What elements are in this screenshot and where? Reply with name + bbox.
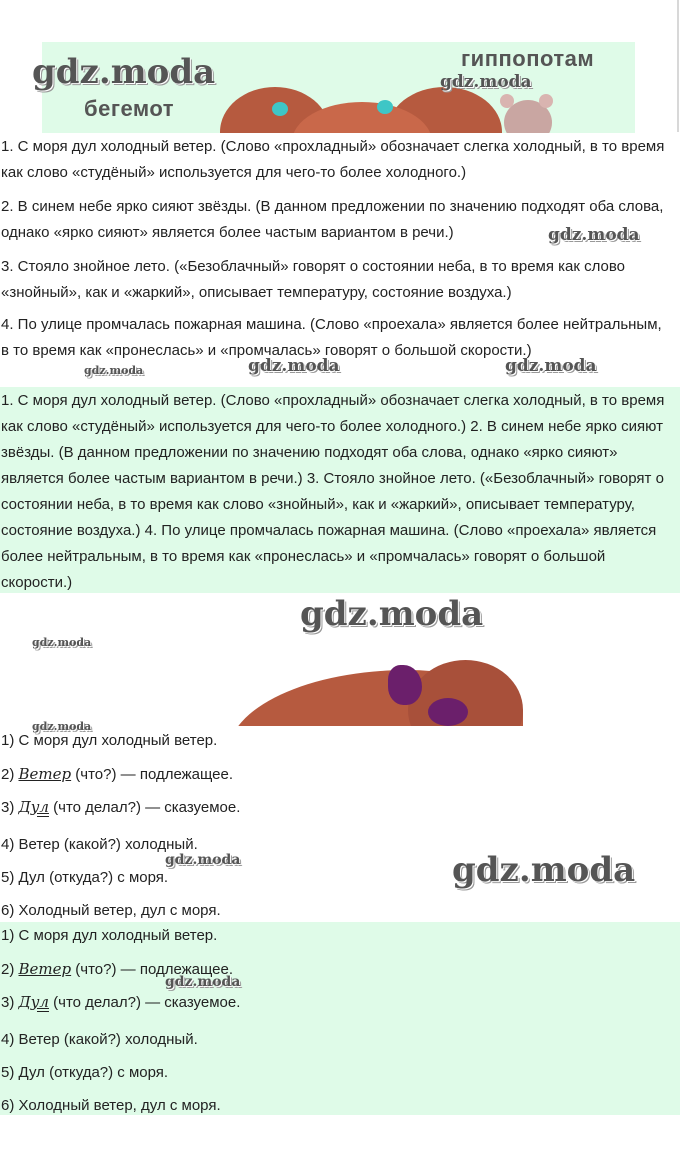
watermark: gdz.moda	[248, 356, 340, 376]
hair-illustration	[228, 660, 523, 726]
watermark: gdz.moda	[548, 225, 640, 245]
watermark: gdz.moda	[32, 720, 92, 733]
watermark: gdz.moda	[452, 850, 636, 890]
predicate-word: Дул	[18, 993, 49, 1011]
watermark: gdz.moda	[505, 356, 597, 376]
banner-word-top: гиппопотам	[461, 46, 595, 71]
answer-paragraph-3: 3. Стояло знойное лето. («Безоблачный» говорят о состоянии неба, в то время как слово «знойный», как и «жаркий», описывает температуру, состояние воздуха.)	[1, 258, 626, 301]
watermark: gdz.moda	[440, 72, 532, 92]
watermark: gdz.moda	[165, 852, 241, 868]
answer-paragraph-1: 1. С моря дул холодный ветер. (Слово «прохладный» обозначает слегка холодный, в то время как слово «студёный» используется для чего-то более холодного.)	[1, 138, 665, 181]
watermark: gdz.moda	[300, 594, 484, 634]
answer-combined-text: 1. С моря дул холодный ветер. (Слово «прохладный» обозначает слегка холодный, в то время как слово «студёный» используется для чего-то более холодного.) 2. В синем небе ярко сияют звёзды. (В данном предложении по значению подходят оба слова, однако «ярко сияют» является более частым вариантом в речи.) 3. Стояло знойное лето. («Безоблачный» говорят о состоянии неба, в то время как слово «знойный», как и «жаркий», описывает температуру, состояние воздуха.) 4. По улице промчалась пожарная машина. (Слово «проехала» является более нейтральным, в то время как «пронеслась» и «промчалась» говорят о большой скорости.)	[1, 392, 665, 591]
watermark: gdz.moda	[32, 52, 216, 92]
answer-paragraph-4: 4. По улице промчалась пожарная машина. (Слово «проехала» является более нейтральным, в то время как «пронеслась» и «промчалась» говорят о большой скорости.)	[1, 316, 662, 359]
subject-word: Ветер	[18, 765, 72, 783]
scrollbar-track[interactable]	[677, 0, 679, 132]
parse-line-4: 4) Ветер (какой?) холодный.	[1, 1031, 198, 1048]
watermark: gdz.moda	[84, 364, 144, 377]
answer-block-combined	[0, 387, 680, 593]
subject-word: Ветер	[18, 960, 72, 978]
banner-word-bottom: бегемот	[84, 96, 175, 121]
hair-clip-icon	[377, 100, 393, 114]
parse-line-6: 6) Холодный ветер, дул с моря.	[1, 1097, 221, 1114]
parse-line-5: 5) Дул (откуда?) с моря.	[1, 869, 169, 886]
watermark: gdz.moda	[165, 974, 241, 990]
parse-line-6: 6) Холодный ветер, дул с моря.	[1, 902, 221, 919]
answer-paragraph-2: 2. В синем небе ярко сияют звёзды. (В данном предложении по значению подходят оба слова, однако «ярко сияют» является более частым вариантом в речи.)	[1, 198, 664, 241]
parse-line-1: 1) С моря дул холодный ветер.	[1, 732, 218, 749]
parse-line-4: 4) Ветер (какой?) холодный.	[1, 836, 198, 853]
parse-line-3: 3) Дул (что делал?) — сказуемое.	[1, 993, 241, 1011]
parse-line-5: 5) Дул (откуда?) с моря.	[1, 1064, 169, 1081]
hair-clip-icon	[272, 102, 288, 116]
predicate-word: Дул	[18, 798, 49, 816]
hippo-ear-icon	[500, 94, 514, 108]
bow-icon	[388, 665, 422, 705]
watermark: gdz.moda	[32, 636, 92, 649]
hippo-ear-icon	[539, 94, 553, 108]
parse-line-2: 2) Ветер (что?) — подлежащее.	[1, 765, 234, 783]
parse-block-green	[0, 922, 680, 1115]
parse-line-3: 3) Дул (что делал?) — сказуемое.	[1, 798, 241, 816]
parse-line-2: 2) Ветер (что?) — подлежащее.	[1, 960, 234, 978]
bow-icon	[428, 698, 468, 726]
parse-line-1: 1) С моря дул холодный ветер.	[1, 927, 218, 944]
